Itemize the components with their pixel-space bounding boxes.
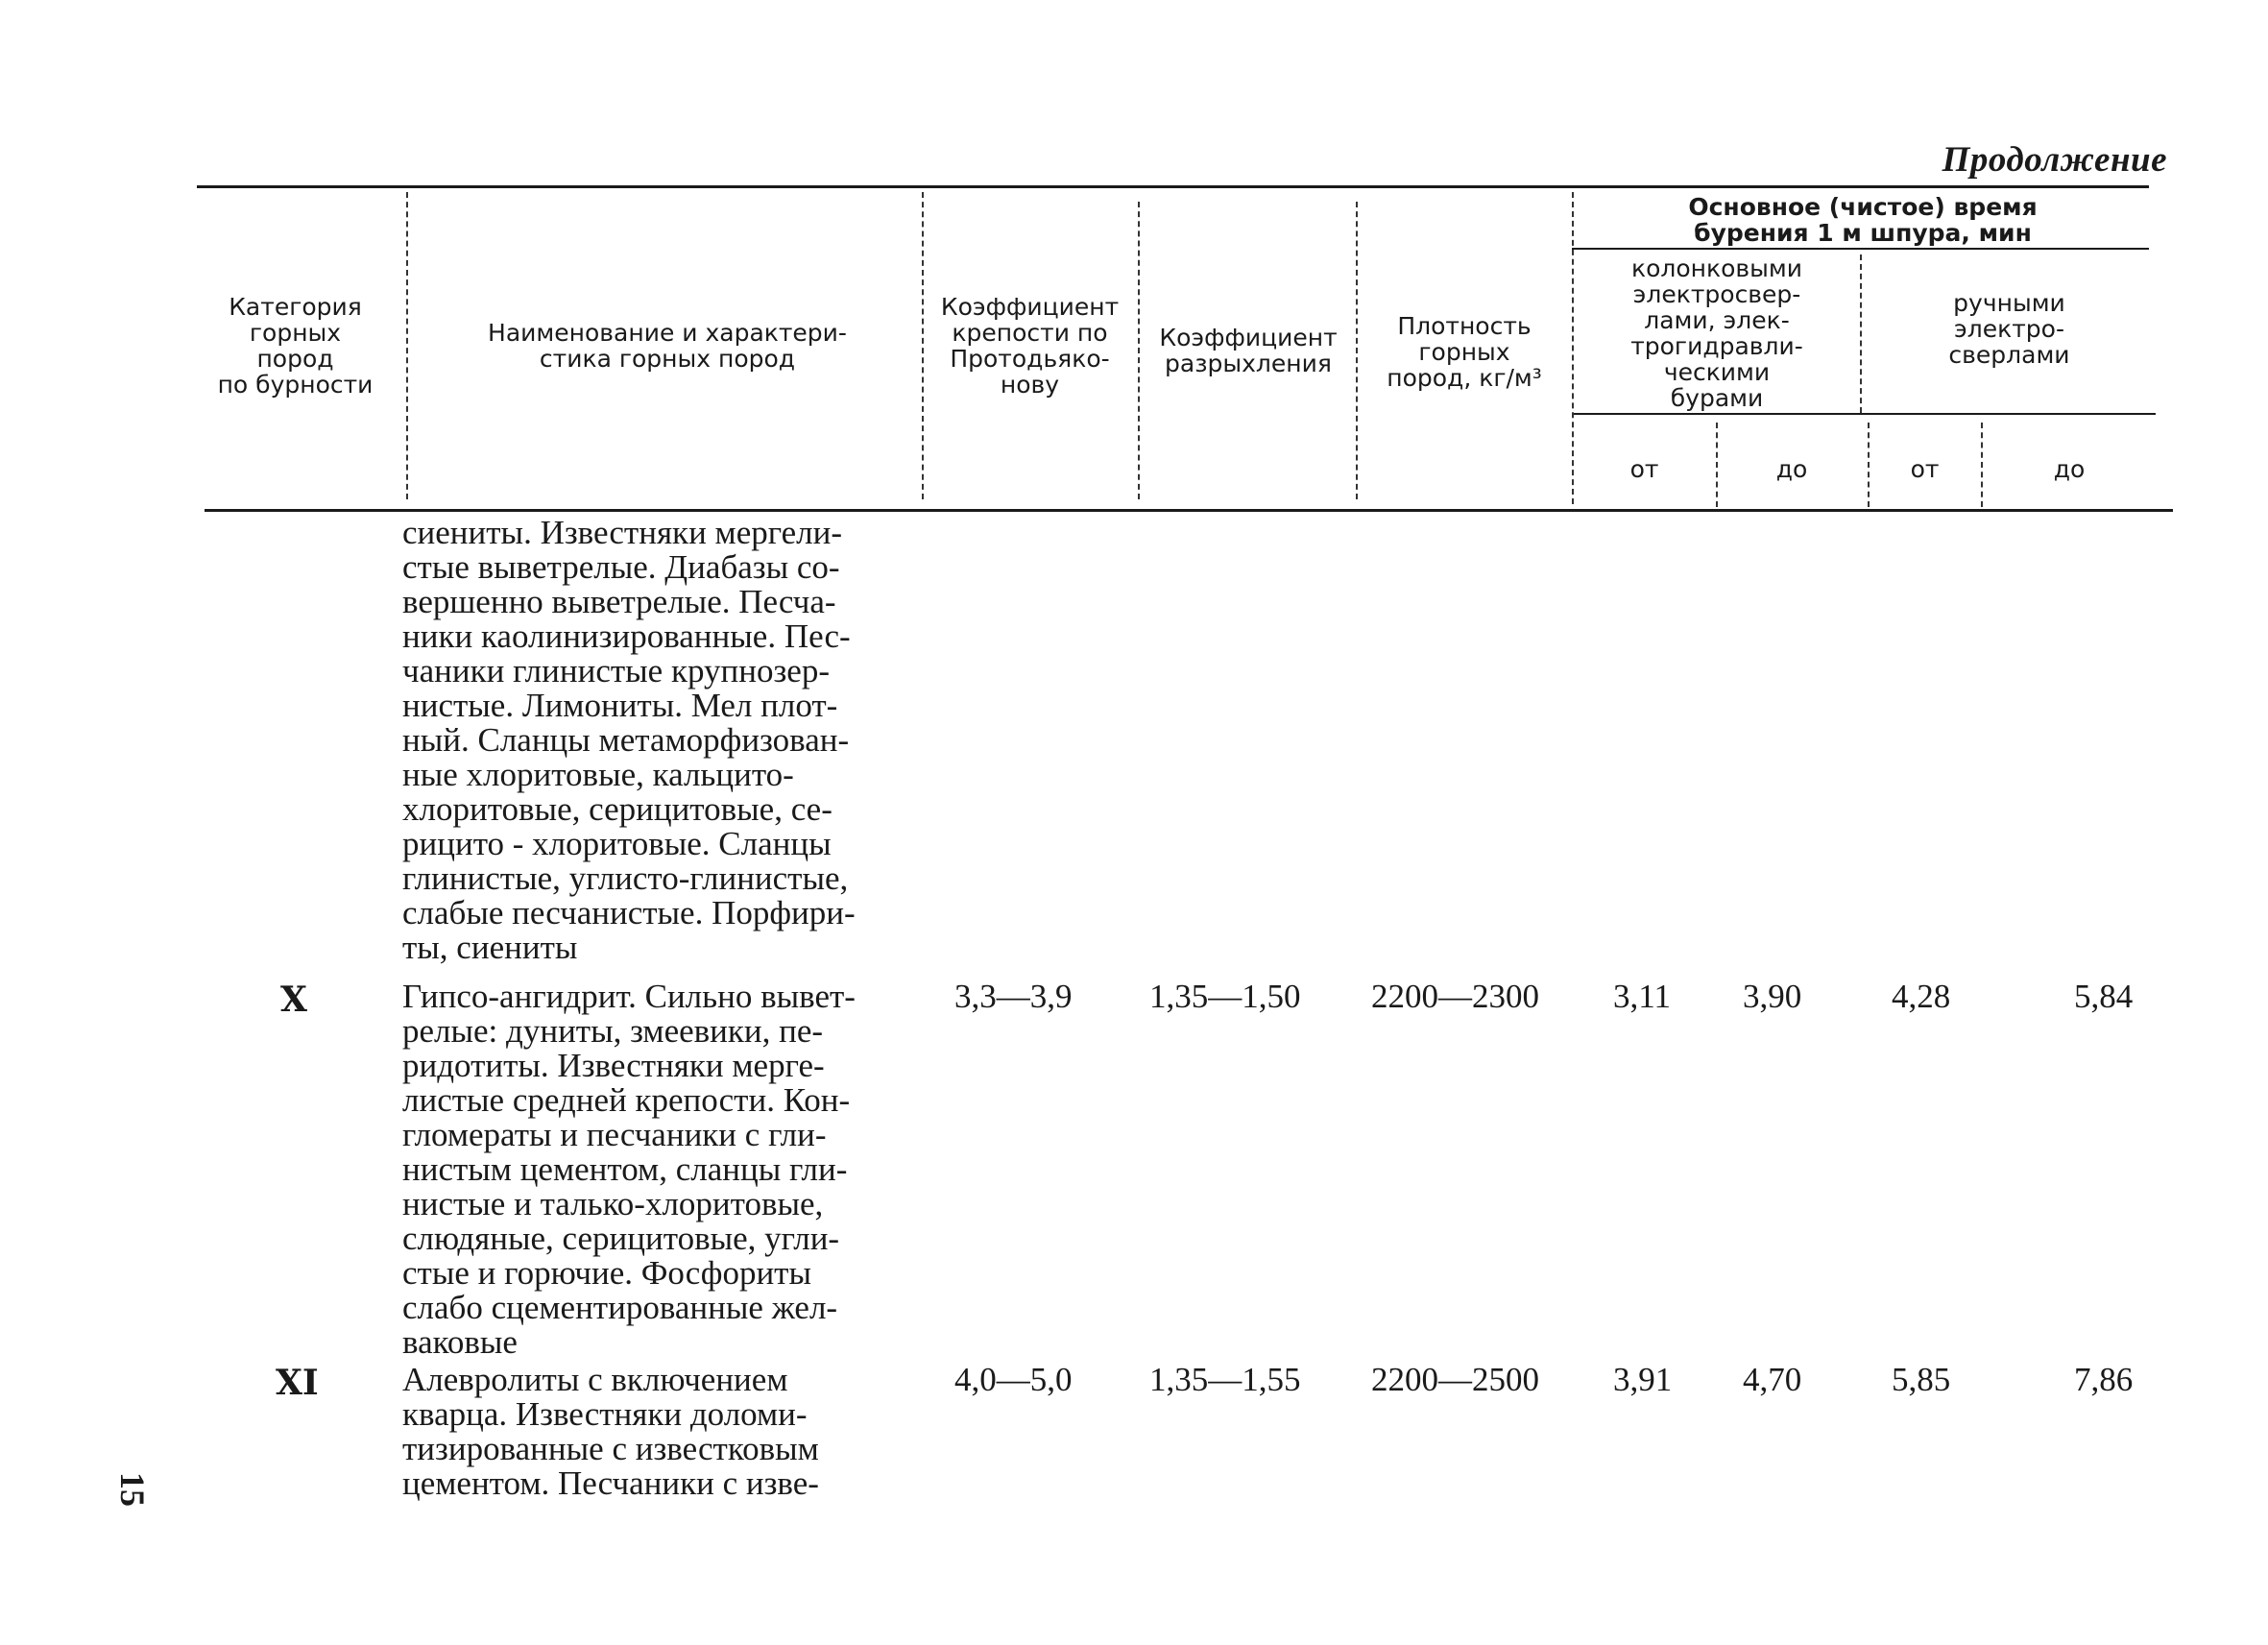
column-divider — [406, 192, 408, 499]
table-top-rule — [197, 185, 2149, 188]
header-density: Плотность горных пород, кг/м³ — [1387, 312, 1542, 392]
header-drill-time: Основное (чистое) время бурения 1 м шпура, мин — [1688, 193, 2038, 247]
column-divider — [1356, 202, 1358, 499]
column-drill-from: 3,91 — [1613, 1361, 1673, 1398]
rock-description: Алевролиты с включением кварца. Известняки доломи- тизированные с известковым цементом. Песчаники с изве- — [402, 1361, 819, 1502]
header-name: Наименование и характери- стика горных пород — [488, 319, 847, 373]
density-value: 2200—2500 — [1371, 1361, 1539, 1398]
column-drill-to: 4,70 — [1743, 1361, 1802, 1398]
header-category: Категория горных пород по бурности — [217, 293, 374, 399]
drill-time-rule — [1572, 248, 2149, 250]
header-column-drills: колонковыми электросвер- лами, элек- трогидравли- ческими бурами — [1630, 254, 1803, 412]
column-divider — [1572, 192, 1574, 504]
rock-category: XI — [276, 1363, 319, 1403]
hand-drill-from: 5,85 — [1892, 1361, 1951, 1398]
header-to: до — [2053, 455, 2086, 483]
column-divider — [1868, 423, 1870, 507]
column-divider — [1716, 423, 1718, 507]
column-divider — [922, 192, 924, 499]
header-loosening: Коэффициент разрыхления — [1159, 324, 1338, 377]
protodyakonov-value: 4,0—5,0 — [954, 1361, 1073, 1398]
loosening-value: 1,35—1,50 — [1149, 978, 1301, 1015]
hand-drill-from: 4,28 — [1892, 978, 1951, 1015]
subheader-rule — [1572, 413, 2156, 415]
column-divider — [1138, 202, 1140, 499]
rock-category: X — [280, 980, 307, 1020]
column-drill-to: 3,90 — [1743, 978, 1802, 1015]
header-hand-drills: ручными электро- сверлами — [1948, 289, 2070, 369]
density-value: 2200—2300 — [1371, 978, 1539, 1015]
column-divider — [1981, 423, 1983, 507]
page-number: 15 — [113, 1472, 152, 1507]
header-protodyakonov: Коэффициент крепости по Протодьяко- нову — [940, 293, 1120, 399]
rock-description: Гипсо-ангидрит. Сильно вывет- релые: дуниты, змеевики, пе- ридотиты. Известняки мерге- листые средней крепости. Кон- гломераты и песчаники с гли- нистым цементом, сланцы гли- нистые и талько-хлоритовые, слюдяные, серицитовые, угли- стые и горючие. Фосфориты слабо сцементированные жел- ваковые — [402, 978, 856, 1361]
header-to: до — [1775, 455, 1808, 483]
header-bottom-rule — [205, 509, 2173, 512]
continuation-label: Продолжение — [1942, 140, 2167, 180]
header-from: от — [1910, 455, 1940, 483]
rock-description: сиениты. Известняки мергели- стые выветрелые. Диабазы со- вершенно выветрелые. Песча- ники каолинизированные. Пес- чаники глинистые крупнозер- нистые. Лимониты. Мел плот- ный. Сланцы метаморфизован- ные хлоритовые, кальцито- хлоритовые, серицитовые, се- рицито - хлоритовые. Сланцы глинистые, углисто-глинистые, слабые песчанистые. Порфири- ты, сиениты — [402, 514, 856, 966]
loosening-value: 1,35—1,55 — [1149, 1361, 1301, 1398]
header-from: от — [1629, 455, 1659, 483]
column-divider — [1860, 254, 1862, 413]
hand-drill-to: 7,86 — [2074, 1361, 2134, 1398]
hand-drill-to: 5,84 — [2074, 978, 2134, 1015]
protodyakonov-value: 3,3—3,9 — [954, 978, 1073, 1015]
column-drill-from: 3,11 — [1613, 978, 1671, 1015]
